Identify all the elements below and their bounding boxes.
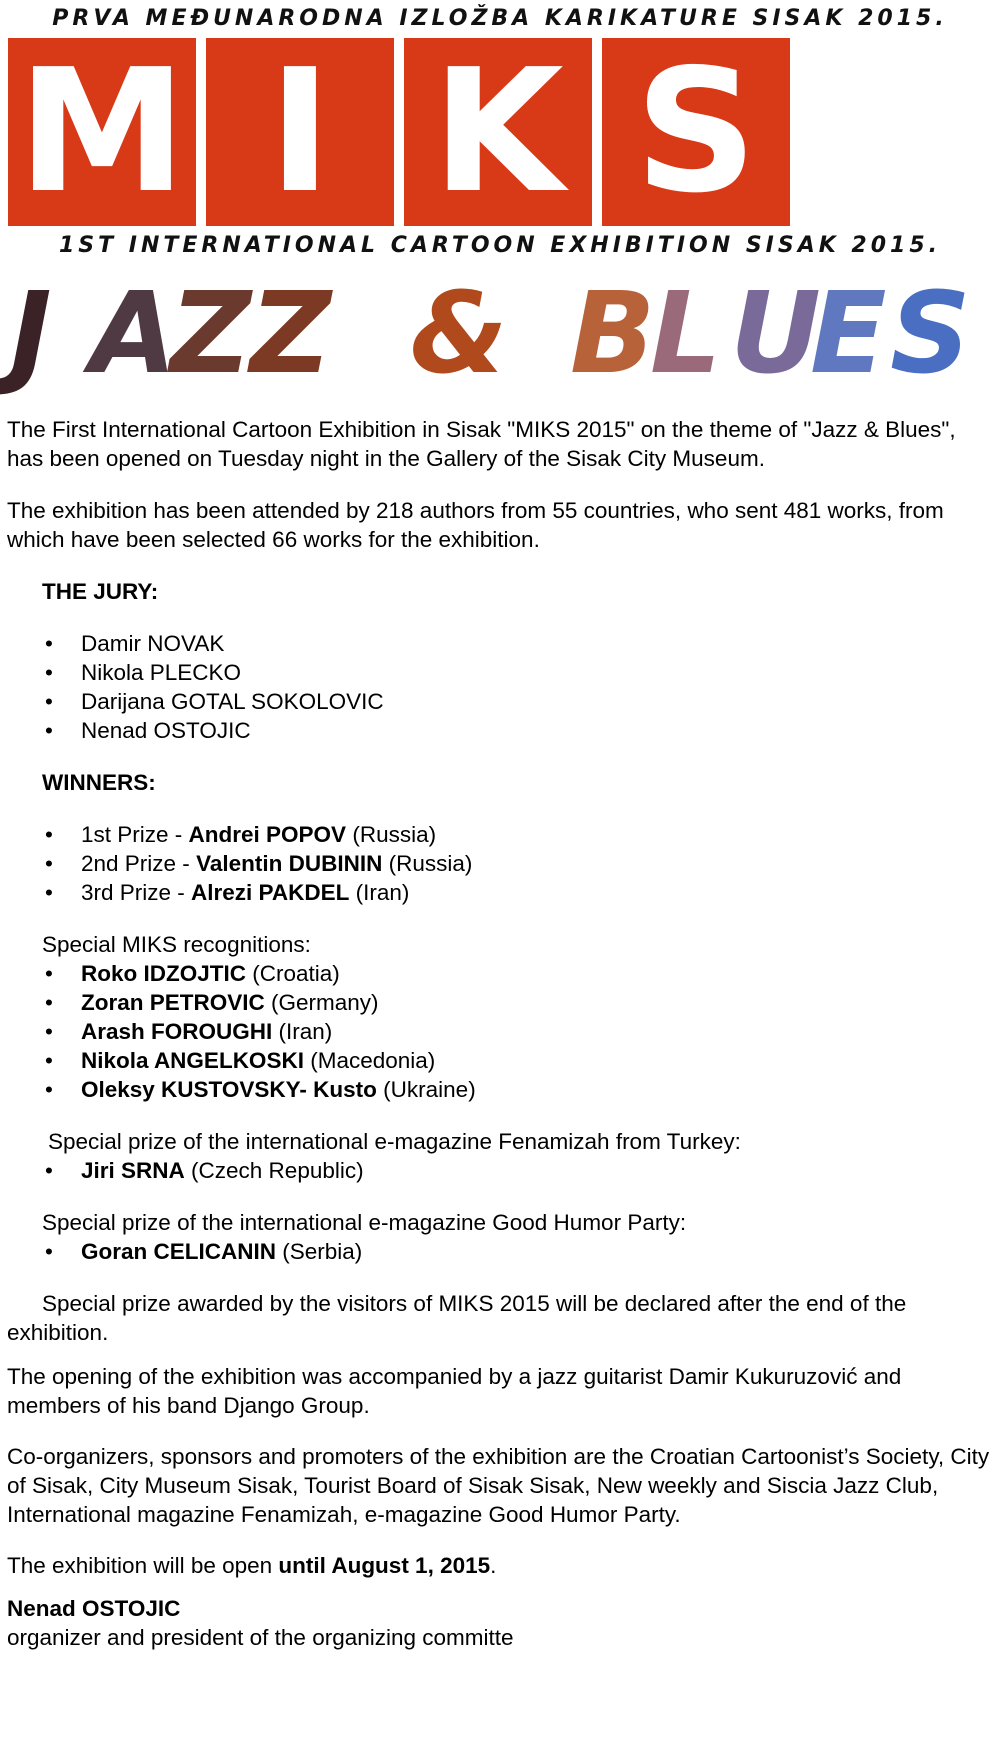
header-top-line: PRVA MEĐUNARODNA IZLOŽBA KARIKATURE SISAK 2015. <box>52 6 948 31</box>
recipient-country: (Czech Republic) <box>184 1158 364 1183</box>
jury-heading: THE JURY: <box>42 579 159 604</box>
jazz-blues-logo <box>0 262 1000 412</box>
winner-country: (Iran) <box>349 880 410 905</box>
recipient-name: Nikola ANGELKOSKI <box>81 1048 304 1073</box>
winner-country: (Russia) <box>346 822 437 847</box>
recipient-country: (Ukraine) <box>376 1077 476 1102</box>
list-item <box>7 959 997 988</box>
coorganizers-text: Co-organizers, sponsors and promoters of the exhibition are the Croatian Cartoonist’s Society, City of Sisak, City Museum Sisak, Tourist Board of Sisak Sisak, New weekly and Siscia Jazz Club, International magazine Fenamizah, e-magazine Good Humor Party. <box>7 1444 990 1527</box>
fenamizah-list <box>7 1156 997 1185</box>
open-until-date: until August 1, 2015 <box>278 1553 491 1578</box>
open-until-prefix: The exhibition will be open <box>7 1553 279 1578</box>
theme-letter: S <box>890 269 971 399</box>
list-item <box>7 1046 997 1075</box>
recipient-country: (Croatia) <box>246 961 340 986</box>
list-item <box>7 988 997 1017</box>
recipient-country: (Iran) <box>272 1019 333 1044</box>
theme-letter: & <box>410 269 508 399</box>
winner-name: Valentin DUBININ <box>196 851 383 876</box>
winner-country: (Russia) <box>382 851 473 876</box>
jury-list <box>7 629 997 745</box>
logo-letter-k: K <box>432 33 564 231</box>
header-bottom-line: 1ST INTERNATIONAL CARTOON EXHIBITION SISAK 2015. <box>58 233 942 258</box>
theme-letter: L <box>650 269 722 399</box>
recipient-country: (Serbia) <box>276 1239 363 1264</box>
article-body <box>7 415 997 1652</box>
theme-letter: Z <box>250 269 332 399</box>
open-until-text <box>7 1551 997 1580</box>
logo-letter-s: S <box>634 33 758 231</box>
theme-letter: A <box>90 269 177 399</box>
recipient-name: Arash FOROUGHI <box>81 1019 273 1044</box>
winners-list <box>7 820 997 907</box>
winner-name: Alrezi PAKDEL <box>191 880 350 905</box>
logo-letter-i: I <box>268 33 332 231</box>
open-until-suffix: . <box>490 1553 497 1578</box>
theme-letter: Z <box>170 269 252 399</box>
recipient-country: (Macedonia) <box>303 1048 436 1073</box>
theme-letter: B <box>570 269 656 399</box>
logo-tile-i <box>206 33 394 231</box>
list-item <box>7 1156 997 1185</box>
list-item <box>7 820 997 849</box>
theme-letter: J <box>10 269 52 399</box>
recognitions-heading: Special MIKS recognitions: <box>42 932 311 957</box>
list-item <box>7 1075 997 1104</box>
logo-tile-s <box>602 33 790 231</box>
winner-name: Andrei POPOV <box>188 822 347 847</box>
recipient-name: Goran CELICANIN <box>81 1239 277 1264</box>
theme-letter: E <box>810 269 887 399</box>
recipient-country: (Germany) <box>264 990 379 1015</box>
list-item <box>7 1237 997 1266</box>
prize-label: 1st Prize - <box>81 822 189 847</box>
recipient-name: Roko IDZOJTIC <box>81 961 247 986</box>
winners-heading: WINNERS: <box>42 770 156 795</box>
list-item: • Darijana GOTAL SOKOLOVIC <box>7 687 997 716</box>
recognitions-list <box>7 959 997 1104</box>
fenamizah-heading: Special prize of the international e-magazine Fenamizah from Turkey: <box>48 1129 741 1154</box>
list-item: • Nikola PLECKO <box>7 658 997 687</box>
signature-title: organizer and president of the organizing committe <box>7 1625 514 1650</box>
goodhumor-list <box>7 1237 997 1266</box>
list-item: • Nenad OSTOJIC <box>7 716 997 745</box>
list-item <box>7 1017 997 1046</box>
logo-letter-m: M <box>17 33 187 231</box>
goodhumor-heading: Special prize of the international e-magazine Good Humor Party: <box>42 1210 687 1235</box>
intro-paragraph-2: The exhibition has been attended by 218 authors from 55 countries, who sent 481 works, from which have been selected 66 works for the exhibition. <box>7 498 944 552</box>
signature-name: Nenad OSTOJIC <box>7 1596 181 1621</box>
recipient-name: Zoran PETROVIC <box>81 990 265 1015</box>
visitors-prize-text: Special prize awarded by the visitors of MIKS 2015 will be declared after the end of the exhibition. <box>7 1291 907 1345</box>
logo-tile-k <box>404 33 592 231</box>
theme-letter: U <box>730 269 821 399</box>
list-item: • Damir NOVAK <box>7 629 997 658</box>
list-item <box>7 878 997 907</box>
list-item <box>7 849 997 878</box>
opening-text: The opening of the exhibition was accompanied by a jazz guitarist Damir Kukuruzović and members of his band Django Group. <box>7 1364 902 1418</box>
prize-label: 2nd Prize - <box>81 851 197 876</box>
recipient-name: Oleksy KUSTOVSKY- Kusto <box>81 1077 377 1102</box>
prize-label: 3rd Prize - <box>81 880 192 905</box>
recipient-name: Jiri SRNA <box>81 1158 185 1183</box>
intro-paragraph-1: The First International Cartoon Exhibition in Sisak "MIKS 2015" on the theme of "Jazz & Blues", has been opened on Tuesday night in the Gallery of the Sisak City Museum. <box>7 417 956 471</box>
logo-tile-m <box>8 33 196 231</box>
